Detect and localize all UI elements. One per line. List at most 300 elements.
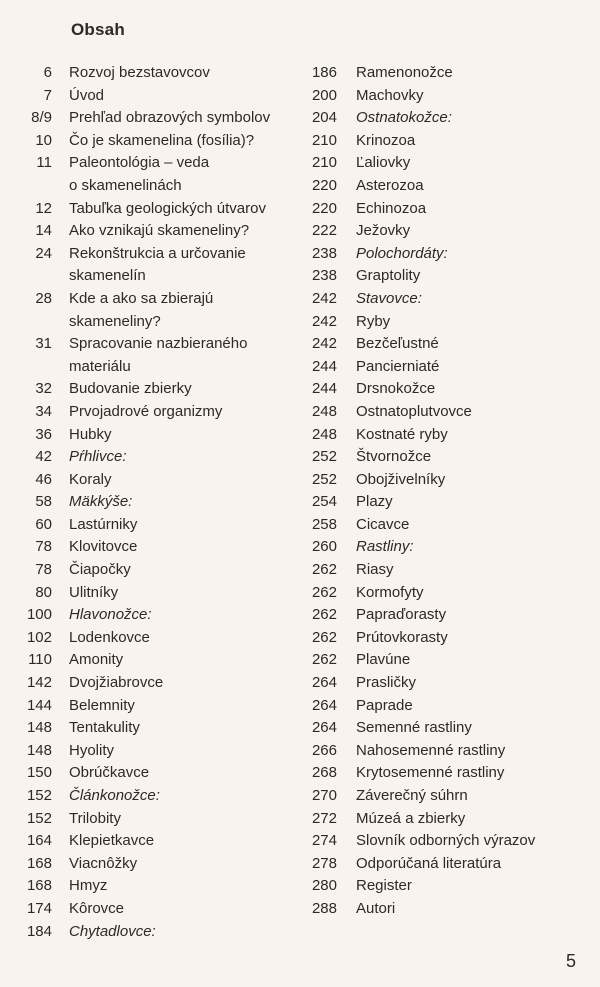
toc-entry-title-line: Klovitovce (69, 538, 138, 556)
toc-entry-title (356, 107, 596, 130)
toc-page-number: 31 (35, 335, 52, 353)
toc-page-number: 210 (311, 131, 337, 149)
toc-page-number: 11 (36, 154, 52, 172)
toc-entry-title-line: Spracovanie nazbieraného (69, 335, 248, 353)
toc-entry (0, 401, 300, 424)
toc-entry-title-line: Hmyz (69, 877, 108, 895)
toc-entry-title (356, 649, 596, 672)
toc-entry (300, 695, 600, 718)
toc-entry (0, 695, 300, 718)
toc-entry-title-line: Prehľad obrazových symbolov (69, 109, 271, 127)
toc-page-number: 222 (311, 222, 337, 240)
toc-page-number: 148 (26, 719, 52, 737)
toc-entry-title-line: Autori (356, 899, 396, 917)
toc-entry-title-line: Krytosemenné rastliny (356, 764, 505, 782)
toc-entry (0, 514, 300, 537)
toc-page-number: 244 (311, 357, 337, 375)
toc-page-number: 42 (35, 448, 52, 466)
toc-entry-title-line: Čo je skamenelina (fosília)? (69, 131, 255, 149)
toc-entry-title (69, 582, 294, 605)
toc-entry (0, 898, 300, 921)
toc-entry-title-line: Echinozoa (356, 199, 427, 217)
toc-entry-title-line: Rastliny: (356, 538, 414, 556)
toc-entry (300, 378, 600, 401)
toc-entry (0, 378, 300, 401)
toc-entry-title-line: Ostnatokožce: (356, 109, 452, 127)
toc-entry-title (356, 378, 596, 401)
toc-page-number: 58 (35, 493, 52, 511)
toc-entry (0, 469, 300, 492)
toc-entry-title (356, 130, 596, 153)
toc-entry-title-line: Drsnokožce (356, 380, 436, 398)
toc-page-number: 258 (311, 515, 337, 533)
toc-entry-title (356, 85, 596, 108)
toc-entry (0, 536, 300, 559)
toc-entry-title-line: Článkonožce: (69, 787, 160, 804)
toc-entry-title (69, 604, 294, 627)
toc-entry-title-line: Pŕhlivce: (69, 448, 127, 466)
toc-entry (300, 356, 600, 379)
toc-entry-title (356, 491, 596, 514)
toc-entry-title-line: Krinozoa (356, 131, 416, 149)
toc-entry (0, 333, 300, 378)
toc-page-number: 268 (311, 764, 337, 782)
toc-entry-title (69, 536, 294, 559)
toc-entry-title (69, 198, 294, 221)
toc-entry (0, 130, 300, 153)
toc-entry (0, 808, 300, 831)
toc-entry-title (69, 107, 294, 130)
toc-entry (300, 536, 600, 559)
toc-entry (300, 446, 600, 469)
toc-entry-title (356, 288, 596, 311)
toc-entry-title-line: Prvojadrové organizmy (69, 402, 223, 420)
toc-page-number: 278 (311, 854, 337, 872)
toc-entry (0, 491, 300, 514)
toc-entry-title (69, 243, 294, 288)
toc-page-number: 252 (311, 470, 337, 488)
toc-entry-title-line: skameneliny? (69, 312, 161, 330)
toc-page-number: 238 (311, 267, 337, 285)
toc-entry-title-line: Rekonštrukcia a určovanie (69, 244, 246, 262)
toc-entry-title (356, 333, 596, 356)
toc-entry-title-line: Polochordáty: (356, 244, 448, 262)
toc-page-number: 264 (311, 696, 337, 714)
toc-entry-title (356, 220, 596, 243)
toc-entry-title-line: Stavovce: (356, 289, 422, 307)
toc-page-number: 12 (35, 199, 52, 217)
toc-entry-title-line: Asterozoa (356, 176, 424, 194)
toc-page-number: 168 (26, 854, 52, 872)
toc-entry-title-line: Ryby (356, 312, 391, 330)
toc-entry (0, 604, 300, 627)
toc-page-number: 252 (311, 448, 337, 466)
toc-entry-title (69, 740, 294, 763)
toc-entry-title (69, 921, 294, 944)
toc-entry-title-line: Štvornožce (356, 448, 432, 466)
toc-entry (300, 762, 600, 785)
toc-entry-title-line: Ako vznikajú skameneliny? (69, 222, 250, 240)
toc-entry (300, 582, 600, 605)
toc-entry-title-line: Kostnaté ryby (356, 425, 448, 443)
toc-page-number: 248 (311, 425, 337, 443)
toc-entry-title-line: Cicavce (356, 515, 410, 533)
toc-entry-title (356, 152, 596, 175)
toc-entry-title (356, 672, 596, 695)
toc-page-number: 248 (311, 402, 337, 420)
toc-entry-title-line: Prasličky (356, 674, 417, 692)
toc-entry (300, 830, 600, 853)
toc-entry (0, 875, 300, 898)
toc-entry-title-line: Kde a ako sa zbierajú (69, 289, 214, 307)
toc-entry-title-line: Register (356, 877, 412, 895)
toc-page-number: 142 (26, 674, 52, 692)
toc-entry-title (356, 808, 596, 831)
toc-entry-title-line: Machovky (356, 86, 424, 104)
toc-page-number: 262 (311, 651, 337, 669)
toc-entry-title (356, 898, 596, 921)
toc-entry-title-line: Hyolity (69, 741, 115, 759)
toc-page-number: 110 (28, 651, 52, 669)
toc-entry-title-line: Mäkkýše: (69, 493, 133, 511)
toc-entry-title (356, 536, 596, 559)
toc-entry-title-line: Bezčeľustné (356, 335, 439, 353)
toc-entry-title-line: Slovník odborných výrazov (356, 832, 536, 850)
toc-entry-title-line: Semenné rastliny (356, 719, 472, 737)
toc-entry-title-line: Záverečný súhrn (356, 787, 468, 804)
toc-entry-title-line: Lodenkovce (69, 628, 150, 646)
toc-entry-title-line: Papraďorasty (356, 606, 447, 624)
toc-page-number: 36 (35, 425, 52, 443)
toc-entry (0, 717, 300, 740)
toc-entry-title-line: Múzeá a zbierky (356, 809, 466, 827)
toc-page-number: 210 (311, 154, 337, 172)
toc-entry (300, 198, 600, 221)
toc-entry (300, 808, 600, 831)
toc-entry-title-line: Tentakulity (69, 719, 140, 737)
toc-page-number: 262 (311, 606, 337, 624)
toc-entry-title (69, 514, 294, 537)
toc-page-number: 242 (311, 289, 337, 307)
toc-page-number: 186 (311, 64, 337, 81)
toc-page-number: 168 (26, 877, 52, 895)
toc-entry-title (69, 130, 294, 153)
toc-page-number: 264 (311, 719, 337, 737)
toc-entry-title-line: Odporúčaná literatúra (356, 854, 502, 872)
toc-right-column (300, 62, 600, 921)
toc-entry-title (356, 740, 596, 763)
toc-page-number: 242 (311, 335, 337, 353)
toc-entry (0, 627, 300, 650)
toc-page-number: 262 (311, 628, 337, 646)
toc-entry (300, 898, 600, 921)
toc-entry-title (69, 830, 294, 853)
toc-entry-title-line: Koraly (69, 470, 112, 488)
toc-entry-title (356, 875, 596, 898)
toc-entry-title-line: Paleontológia – veda (69, 154, 210, 172)
toc-entry-title (356, 198, 596, 221)
toc-entry (0, 921, 300, 944)
toc-entry-title-line: Úvod (69, 86, 105, 104)
toc-entry-title-line: Hubky (69, 425, 112, 443)
toc-entry-title (356, 243, 596, 266)
toc-entry-title-line: Ľaliovky (356, 154, 411, 172)
toc-entry (300, 627, 600, 650)
toc-entry (0, 198, 300, 221)
toc-page-number: 264 (311, 674, 337, 692)
toc-page-number: 6 (43, 64, 52, 81)
toc-page-number: 14 (35, 222, 52, 240)
toc-entry-title-line: Plavúne (356, 651, 411, 669)
toc-entry (0, 649, 300, 672)
toc-entry-title (356, 717, 596, 740)
toc-entry-title-line: Belemnity (69, 696, 135, 714)
toc-entry (300, 785, 600, 808)
toc-entry (300, 559, 600, 582)
toc-entry-title (356, 785, 596, 808)
toc-page-number: 144 (26, 696, 52, 714)
toc-entry (0, 785, 300, 808)
toc-page-number: 10 (35, 131, 52, 149)
toc-entry (300, 62, 600, 85)
toc-entry-title-line: Tabuľka geologických útvarov (69, 199, 266, 217)
toc-entry-title (69, 808, 294, 831)
toc-entry (300, 265, 600, 288)
toc-entry-title-line: Trilobity (69, 809, 121, 827)
toc-entry (0, 830, 300, 853)
toc-entry-title (69, 672, 294, 695)
toc-entry-title (69, 378, 294, 401)
toc-entry-title (356, 853, 596, 876)
toc-entry-title (356, 830, 596, 853)
toc-entry-title (356, 582, 596, 605)
toc-page-number: 260 (311, 538, 337, 556)
toc-page-number: 254 (311, 493, 337, 511)
toc-heading: Obsah (71, 20, 125, 39)
toc-entry-title-line: Lastúrniky (69, 515, 138, 533)
toc-entry-title-line: Graptolity (356, 267, 421, 285)
toc-entry (300, 853, 600, 876)
toc-entry (300, 175, 600, 198)
toc-page-number: 34 (35, 402, 52, 420)
toc-page-number: 174 (26, 899, 52, 917)
toc-entry-title (69, 785, 294, 808)
page-number: 5 (566, 951, 577, 971)
toc-entry (0, 85, 300, 108)
toc-entry (300, 491, 600, 514)
toc-page-number: 262 (311, 583, 337, 601)
toc-page-number: 152 (26, 787, 52, 804)
toc-entry-title-line: Ramenonožce (356, 64, 453, 81)
toc-page-number: 238 (311, 244, 337, 262)
toc-entry (300, 152, 600, 175)
toc-entry-title (69, 762, 294, 785)
toc-page-number: 150 (26, 764, 52, 782)
toc-entry-title (69, 288, 294, 333)
toc-entry-title-line: Kôrovce (69, 899, 125, 917)
toc-entry (300, 107, 600, 130)
toc-entry (300, 243, 600, 266)
toc-entry-title (69, 853, 294, 876)
toc-page-number: 60 (35, 515, 52, 533)
toc-entry-title (69, 695, 294, 718)
toc-entry-title (356, 695, 596, 718)
toc-page-number: 242 (311, 312, 337, 330)
toc-entry-title-line: Ježovky (356, 222, 411, 240)
toc-page-number: 272 (311, 809, 337, 827)
toc-entry (300, 85, 600, 108)
toc-entry (300, 717, 600, 740)
toc-entry-title (69, 491, 294, 514)
toc-entry (300, 130, 600, 153)
toc-entry (300, 604, 600, 627)
toc-entry-title-line: Hlavonožce: (69, 606, 152, 624)
toc-entry-title (356, 446, 596, 469)
toc-entry (0, 853, 300, 876)
toc-entry (300, 424, 600, 447)
toc-entry-title (69, 649, 294, 672)
toc-page-number: 28 (35, 289, 52, 307)
toc-page-number: 270 (311, 787, 337, 804)
toc-entry-title-line: Obojživelníky (356, 470, 446, 488)
toc-page-number: 204 (311, 109, 337, 127)
toc-entry (0, 762, 300, 785)
toc-entry-title (69, 875, 294, 898)
toc-entry-title (69, 559, 294, 582)
toc-entry-title-line: Ostnatoplutvovce (356, 402, 472, 420)
toc-entry-title (69, 627, 294, 650)
toc-entry (300, 649, 600, 672)
toc-entry-title (356, 311, 596, 334)
toc-entry (0, 107, 300, 130)
toc-page-number: 244 (311, 380, 337, 398)
toc-entry-title (356, 514, 596, 537)
toc-entry (300, 220, 600, 243)
toc-entry-title (356, 627, 596, 650)
toc-entry (300, 514, 600, 537)
toc-entry (300, 740, 600, 763)
toc-entry-title-line: materiálu (69, 357, 131, 375)
toc-page-number: 262 (311, 561, 337, 579)
toc-entry-title (356, 424, 596, 447)
toc-entry (0, 424, 300, 447)
toc-entry-title (69, 62, 294, 85)
toc-entry-title-line: Nahosemenné rastliny (356, 741, 506, 759)
toc-entry (0, 152, 300, 197)
toc-page-number: 78 (35, 538, 52, 556)
toc-page-number: 220 (311, 176, 337, 194)
toc-entry (300, 401, 600, 424)
toc-entry (0, 62, 300, 85)
toc-entry-title-line: Budovanie zbierky (69, 380, 192, 398)
toc-entry-title (356, 559, 596, 582)
toc-page-number: 148 (26, 741, 52, 759)
toc-entry-title (69, 401, 294, 424)
toc-entry-title-line: skamenelín (69, 267, 146, 285)
toc-entry (0, 740, 300, 763)
toc-entry-title-line: Čiapočky (69, 561, 131, 579)
toc-entry-title-line: Chytadlovce: (69, 922, 156, 940)
toc-entry-title-line: Prútovkorasty (356, 628, 448, 646)
toc-entry-title-line: Pancierniaté (356, 357, 440, 375)
toc-page-number: 102 (26, 628, 52, 646)
toc-entry-title-line: Ulitníky (69, 583, 119, 601)
toc-entry (300, 311, 600, 334)
toc-entry-title (69, 333, 294, 378)
toc-entry-title (69, 717, 294, 740)
toc-entry-title (356, 62, 596, 85)
toc-page-number: 152 (26, 809, 52, 827)
toc-left-column (0, 62, 300, 943)
toc-entry (0, 672, 300, 695)
toc-entry (0, 559, 300, 582)
toc-entry-title (356, 356, 596, 379)
toc-entry (300, 333, 600, 356)
toc-page-number: 8/9 (31, 109, 52, 127)
toc-entry (300, 672, 600, 695)
toc-entry (0, 243, 300, 288)
toc-entry-title-line: Rozvoj bezstavovcov (69, 64, 210, 81)
toc-entry-title-line: o skamenelinách (69, 176, 182, 194)
toc-entry (300, 288, 600, 311)
toc-entry-title-line: Klepietkavce (69, 832, 155, 850)
toc-page-number: 24 (35, 244, 52, 262)
toc-entry-title-line: Paprade (356, 696, 413, 714)
toc-page-number: 164 (26, 832, 52, 850)
toc-entry (300, 469, 600, 492)
toc-page-number: 32 (35, 380, 52, 398)
toc-entry-title (356, 265, 596, 288)
toc-entry-title (69, 220, 294, 243)
toc-entry-title-line: Viacnôžky (69, 854, 138, 872)
toc-page-number: 200 (311, 86, 337, 104)
toc-entry-title-line: Kormofyty (356, 583, 424, 601)
toc-page-number: 80 (35, 583, 52, 601)
toc-page-number: 266 (311, 741, 337, 759)
toc-entry-title-line: Plazy (356, 493, 393, 511)
toc-entry-title (69, 446, 294, 469)
toc-entry (300, 875, 600, 898)
toc-page-number: 288 (311, 899, 337, 917)
toc-entry (0, 582, 300, 605)
toc-entry-title (356, 762, 596, 785)
toc-page-number: 274 (311, 832, 337, 850)
toc-entry-title (69, 469, 294, 492)
toc-entry (0, 446, 300, 469)
toc-entry-title-line: Riasy (356, 561, 394, 579)
toc-page-number: 184 (26, 922, 52, 940)
toc-entry-title (356, 401, 596, 424)
toc-entry-title (69, 898, 294, 921)
toc-entry-title (69, 424, 294, 447)
toc-entry-title-line: Dvojžiabrovce (69, 674, 164, 692)
toc-entry-title-line: Obrúčkavce (69, 764, 150, 782)
toc-entry-title (69, 152, 294, 197)
toc-page-number: 46 (35, 470, 52, 488)
toc-entry-title-line: Amonity (69, 651, 124, 669)
toc-page-number: 100 (26, 606, 52, 624)
toc-entry-title (356, 604, 596, 627)
toc-entry (0, 220, 300, 243)
toc-page-number: 220 (311, 199, 337, 217)
toc-entry-title (69, 85, 294, 108)
toc-entry-title (356, 469, 596, 492)
toc-page-number: 280 (311, 877, 337, 895)
toc-entry-title (356, 175, 596, 198)
toc-entry (0, 288, 300, 333)
toc-page-number: 78 (35, 561, 52, 579)
toc-page-number: 7 (43, 86, 52, 104)
